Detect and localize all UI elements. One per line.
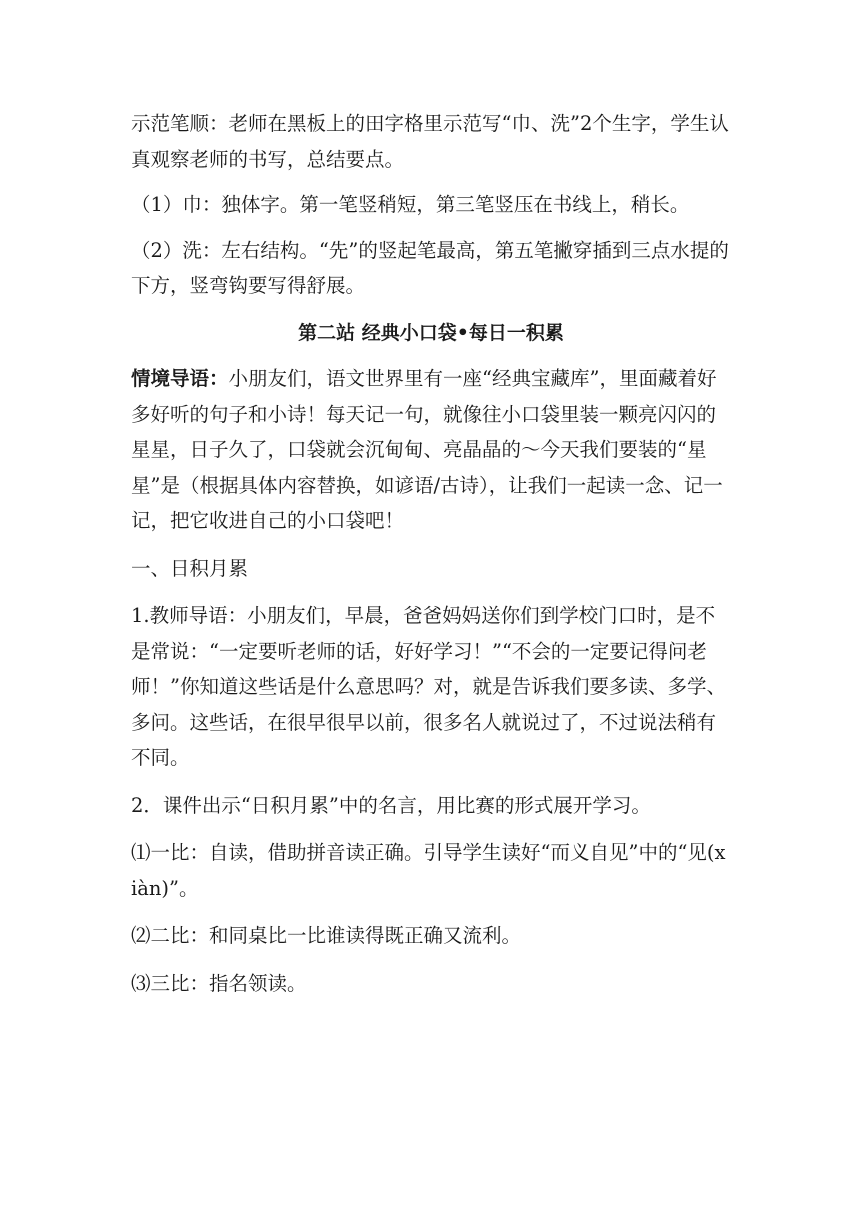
paragraph-second-round: ⑵二比：和同桌比一比谁读得既正确又流利。 xyxy=(131,924,522,947)
paragraph-third-round: ⑶三比：指名领读。 xyxy=(131,971,307,995)
section-heading: 第二站 经典小口袋•每日一积累 xyxy=(298,321,564,344)
paragraph-intro xyxy=(131,361,731,539)
paragraph-first-round: ⑴一比：自读，借助拼音读正确。引导学生读好“而义自见”中的“见(xiàn)”。 xyxy=(131,841,726,900)
paragraph-jin: （1）巾：独体字。第一笔竖稍短，第三笔竖压在书线上，稍长。 xyxy=(131,193,690,216)
paragraph-stroke-demo: 示范笔顺：老师在黑板上的田字格里示范写“巾、洗”2个生字，学生认真观察老师的书写，总结要点。 xyxy=(131,112,729,171)
paragraph-courseware: 2．课件出示“日积月累”中的名言，用比赛的形式展开学习。 xyxy=(131,793,651,817)
paragraph-teacher-intro: 1.教师导语：小朋友们，早晨，爸爸妈妈送你们到学校门口时，是不是常说：“一定要听老师的话，好好学习！”“不会的一定要记得问老师！”你知道这些话是什么意思吗？对，就是告诉我们要多读、多学、多问。这些话，在很早很早以前，很多名人就说过了，不过说法稍有不同。 xyxy=(131,604,726,769)
paragraph-xi: （2）洗：左右结构。“先”的竖起笔最高，第五笔撇穿插到三点水提的下方，竖弯钩要写得舒展。 xyxy=(131,238,729,297)
document-body xyxy=(131,106,731,1001)
subheading-riji: 一、日积月累 xyxy=(131,556,249,580)
intro-label: 情境导语： xyxy=(131,367,229,390)
intro-text: 小朋友们，语文世界里有一座“经典宝藏库”，里面藏着好多好听的句子和小诗！每天记一句，就像往小口袋里装一颗亮闪闪的星星，日子久了，口袋就会沉甸甸、亮晶晶的～今天我们要装的“星星”是（根据具体内容替换，如谚语/古诗），让我们一起读一念、记一记，把它收进自己的小口袋吧！ xyxy=(131,367,723,532)
